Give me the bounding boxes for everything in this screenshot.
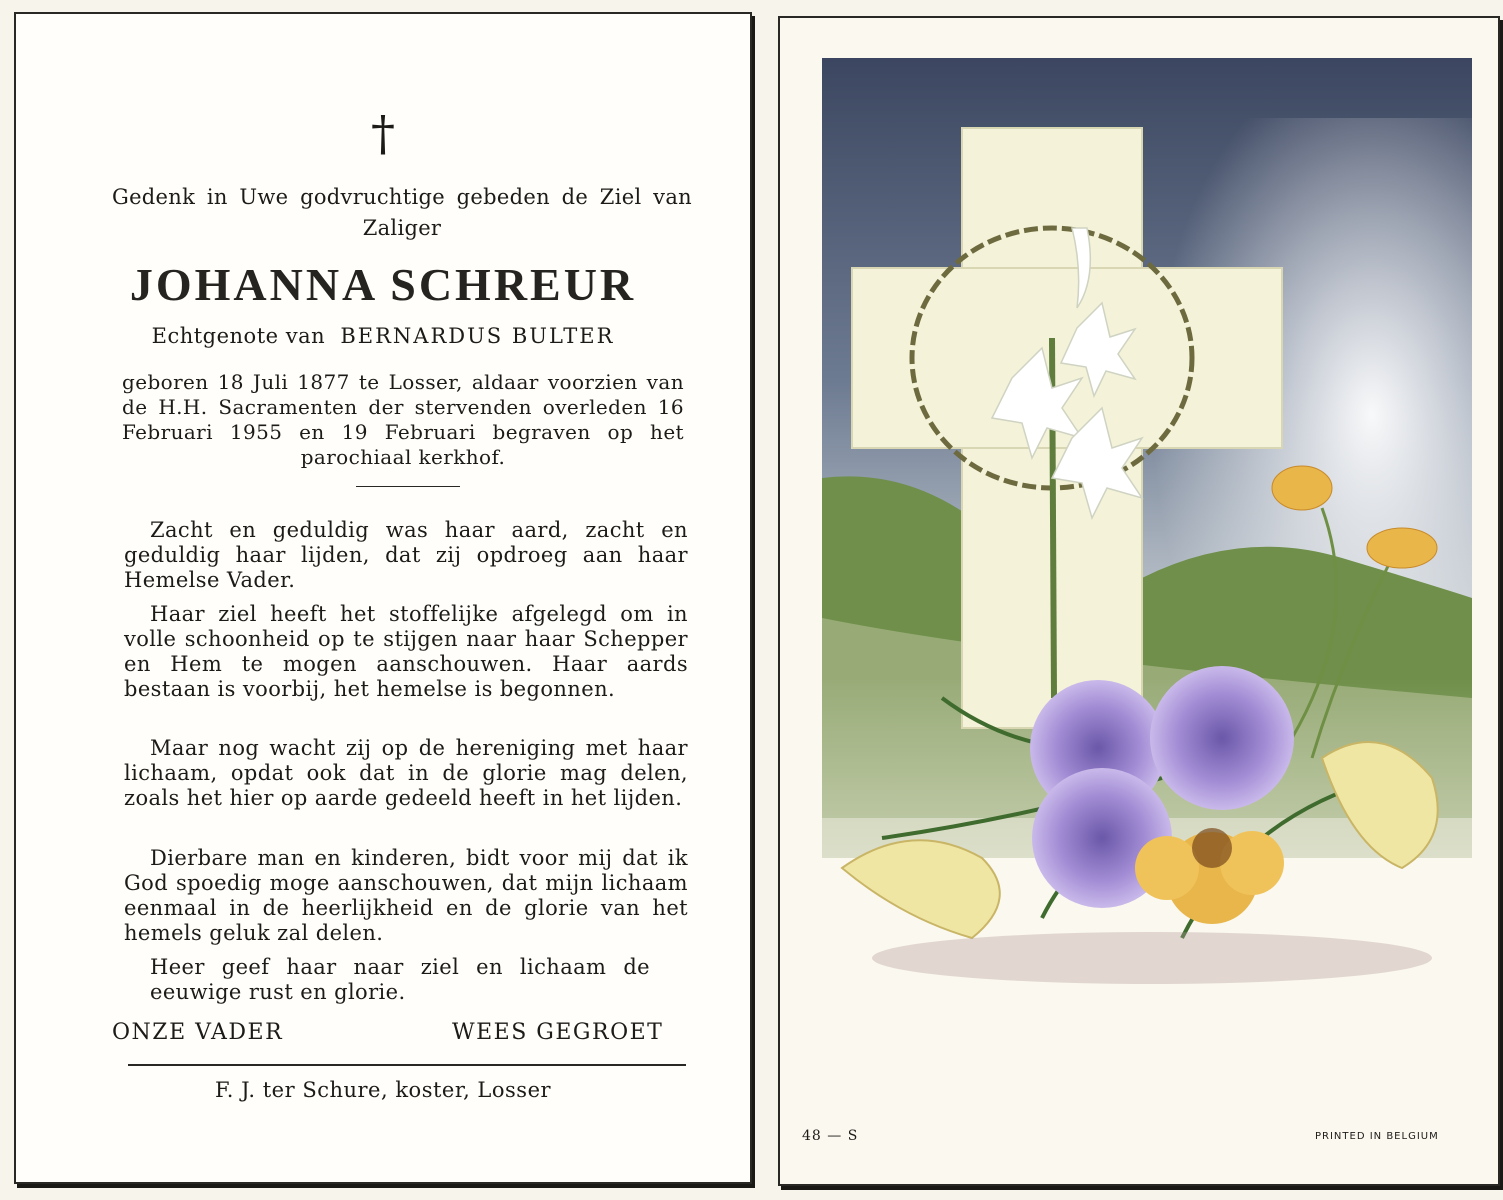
long-divider: [128, 1064, 686, 1066]
paragraph-3-text: Maar nog wacht zij op de hereniging met haar lichaam, opdat ook dat in de glorie mag delen, zoals het hier op aarde gedeeld heeft in het lijden.: [124, 736, 688, 810]
paragraph-2-text: Haar ziel heeft het stoffelijke afgelegd om in volle schoonheid op te stijgen naar haar Schepper en Hem te mogen aanschouwen. Haar aards bestaan is voorbij, het hemelse is begonnen.: [124, 602, 688, 701]
spouse-prefix: Echtgenote van: [151, 324, 326, 348]
memorial-card-picture: [778, 16, 1500, 1186]
intro-text: Gedenk in Uwe godvruchtige gebeden de Ziel van Zaliger: [112, 185, 692, 240]
cross-with-flowers-illustration: [822, 58, 1472, 1078]
printed-in-belgium: PRINTED IN BELGIUM: [1315, 1131, 1439, 1142]
spouse-line: [16, 324, 750, 348]
birth-death-details: geboren 18 Juli 1877 te Losser, aldaar voorzien van de H.H. Sacramenten der stervenden overleden 16 Februari 1955 en 19 Februari begraven op het parochiaal kerkhof.: [122, 370, 684, 469]
spouse-name: BERNARDUS BULTER: [340, 324, 615, 348]
cross-symbol: †: [371, 106, 395, 162]
paragraph-3: [124, 736, 688, 811]
paragraph-4: [124, 846, 688, 946]
deceased-name: JOHANNA SCHREUR: [129, 259, 637, 310]
short-divider: [356, 486, 460, 487]
paragraph-5: [150, 955, 650, 1005]
paragraph-1-text: Zacht en geduldig was haar aard, zacht en geduldig haar lijden, dat zij opdroeg aan haar Hemelse Vader.: [124, 518, 688, 592]
prayer-our-father: ONZE VADER: [112, 1020, 284, 1045]
memorial-card-text: [14, 12, 752, 1184]
paragraph-4-text: Dierbare man en kinderen, bidt voor mij dat ik God spoedig moge aanschouwen, dat mijn lichaam eenmaal in de heerlijkheid en de glorie van het hemels geluk zal delen.: [124, 846, 688, 945]
paragraph-1: [124, 518, 688, 593]
ground-shadow: [872, 932, 1432, 984]
printer-credit: F. J. ter Schure, koster, Losser: [214, 1078, 552, 1102]
prayer-hail-mary: WEES GEGROET: [452, 1020, 664, 1045]
card-code: 48 — S: [802, 1128, 859, 1144]
paragraph-2: [124, 602, 688, 702]
paragraph-5-text: Heer geef haar naar ziel en lichaam de eeuwige rust en glorie.: [150, 955, 650, 1004]
